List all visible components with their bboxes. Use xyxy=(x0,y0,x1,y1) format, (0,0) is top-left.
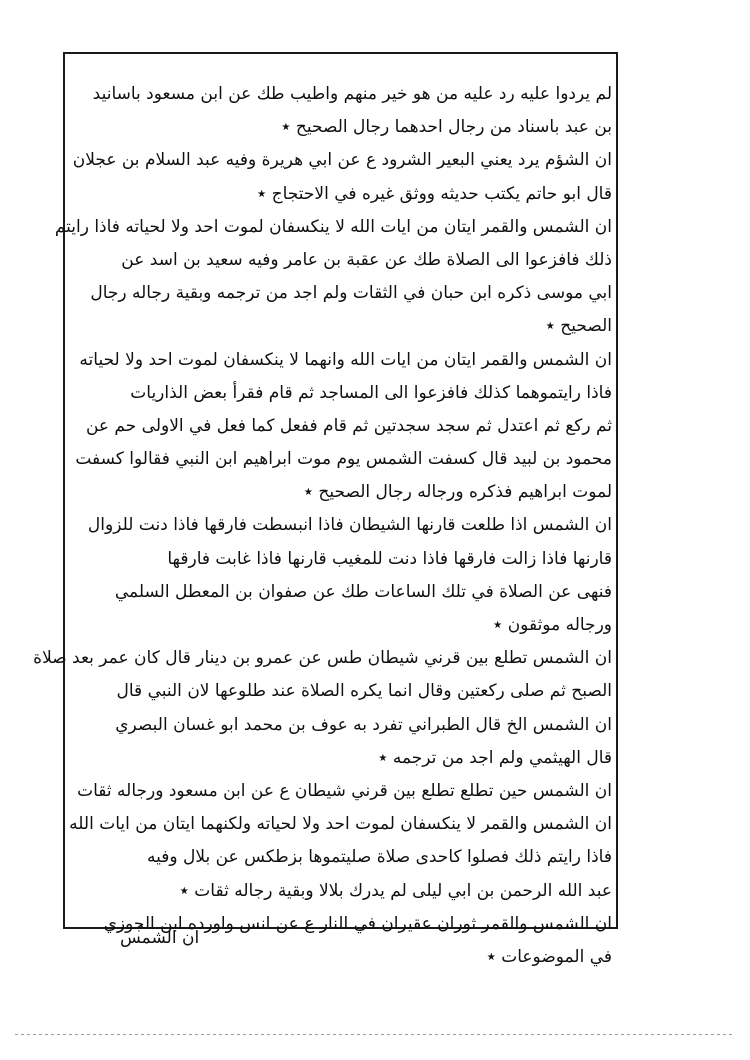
text-line: ورجاله موثقون ٭ xyxy=(493,615,612,635)
text-line: ان الشمس تطلع بين قرني شيطان طس عن عمرو بن دينار قال كان عمر بعد صلاة xyxy=(33,648,612,669)
text-line: الصبح ثم صلى ركعتين وقال انما يكره الصلاة عند طلوعها لان النبي قال xyxy=(116,681,612,702)
text-line: ثم ركع ثم اعتدل ثم سجد سجدتين ثم قام ففعل كما فعل في الاولى حم عن xyxy=(85,415,612,436)
text-line: ان الشمس والقمر لا ينكسفان لموت احد ولا لحياته ولكنهما ايتان من ايات الله xyxy=(69,814,612,835)
text-line: قال ابو حاتم يكتب حديثه ووثق غيره في الاحتجاج ٭ xyxy=(257,183,612,204)
scan-edge-rule xyxy=(15,1034,735,1035)
text-line: ان الشمس والقمر ايتان من ايات الله لا ينكسفان لموت احد ولا لحياته فاذا رايتم xyxy=(54,216,612,237)
text-line: ان الشمس والقمر ايتان من ايات الله وانهما لا ينكسفان لموت احد ولا لحياته xyxy=(79,349,612,370)
text-line: ان الشمس اذا طلعت قارنها الشيطان فاذا انبسطت فارقها فاذا دنت للزوال xyxy=(87,515,612,536)
text-line: ان الشمس والقمر ثوران عقيران في النار ع عن انس واورده ابن الجوزي xyxy=(103,913,612,934)
catchword: ان الشمس xyxy=(120,928,200,948)
text-line: فاذا رايتم ذلك فصلوا كاحدى صلاة صليتموها بزطكس عن بلال وفيه xyxy=(147,847,612,868)
text-line: الصحيح ٭ xyxy=(545,316,612,337)
text-line: قارنها فاذا زالت فارقها فاذا دنت للمغيب قارنها فاذا غابت فارقها xyxy=(167,548,612,569)
text-line: ان الشمس حين تطلع تطلع بين قرني شيطان ع عن ابن مسعود ورجاله ثقات xyxy=(77,780,612,801)
text-line: عبد الله الرحمن بن ابي ليلى لم يدرك بلالا وبقية رجاله ثقات ٭ xyxy=(179,880,612,901)
text-frame xyxy=(33,52,618,967)
text-line: ذلك فافزعوا الى الصلاة طك عن عقبة بن عامر وفيه سعيد بن اسد عن xyxy=(121,249,612,270)
text-line: ان الشؤم يرد يعني البعير الشرود ع عن ابي هريرة وفيه عبد السلام بن عجلان xyxy=(72,150,612,171)
text-line: فنهى عن الصلاة في تلك الساعات طك عن صفوان بن المعطل السلمي xyxy=(114,581,612,602)
text-line: ابي موسى ذكره ابن حبان في الثقات ولم اجد من ترجمه وبقية رجاله رجال xyxy=(90,283,612,304)
text-line: لم يردوا عليه رد عليه من هو خير منهم واطيب طك عن ابن مسعود باسانيد xyxy=(92,84,612,104)
text-line: محمود بن لبيد قال كسفت الشمس يوم موت ابراهيم ابن النبي فقالوا كسفت xyxy=(75,449,612,470)
manuscript-text-block xyxy=(33,78,612,974)
text-line: قال الهيثمي ولم اجد من ترجمه ٭ xyxy=(378,747,612,768)
text-line: ان الشمس الخ قال الطبراني تفرد به عوف بن محمد ابو غسان البصري xyxy=(115,714,612,735)
text-line: لموت ابراهيم فذكره ورجاله رجال الصحيح ٭ xyxy=(303,482,612,503)
text-line: في الموضوعات ٭ xyxy=(486,946,612,967)
text-line: فاذا رايتموهما كذلك فافزعوا الى المساجد ثم قام فقرأ بعض الذاريات xyxy=(130,382,612,403)
text-line: بن عبد باسناد من رجال احدهما رجال الصحيح ٭ xyxy=(281,117,612,138)
